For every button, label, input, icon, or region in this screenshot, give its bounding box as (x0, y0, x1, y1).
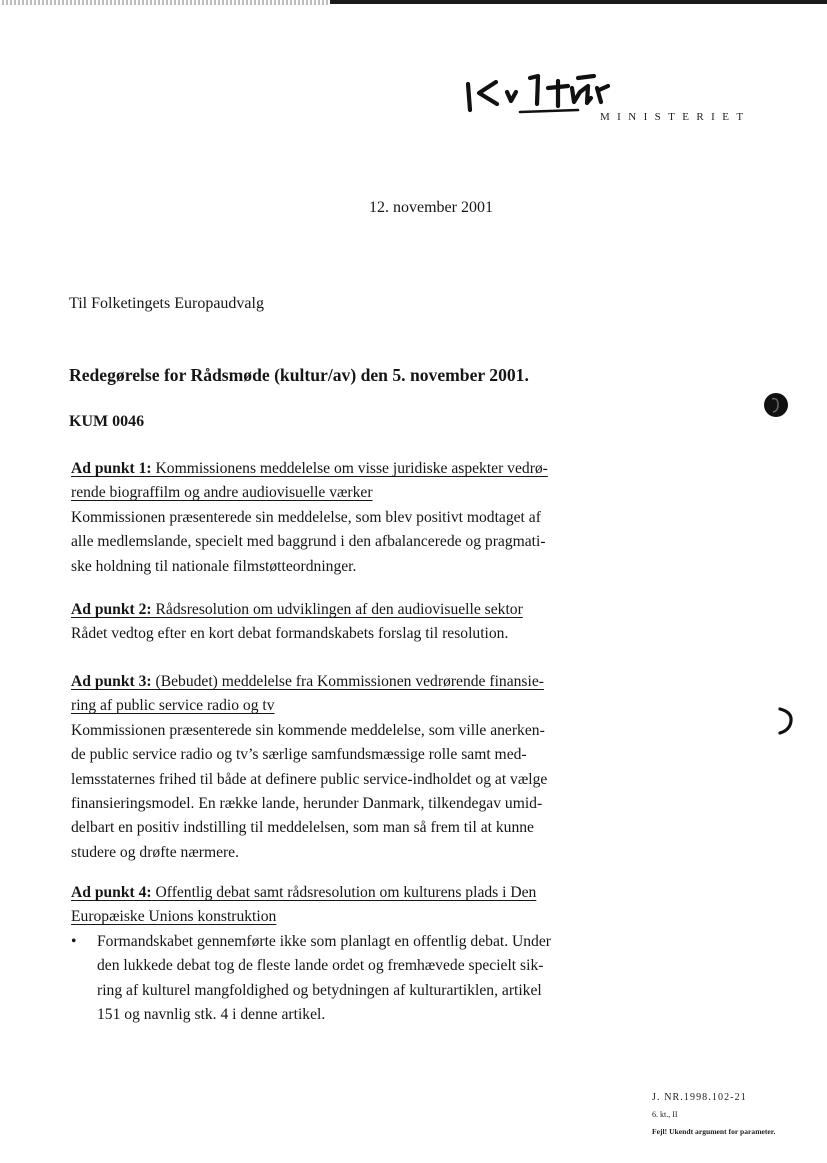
punch-hole-mark (762, 391, 790, 419)
section-point-1 (71, 457, 601, 579)
section-title-line: Rådsresolution om udviklingen af den audiovisuelle sektor (155, 601, 523, 618)
section-body-line: delbart en positiv indstilling til meddelelsen, som man så frem til at kunne (71, 819, 534, 837)
section-body-line: studere og drøfte nærmere. (71, 843, 240, 861)
section-body-line: Rådet vedtog efter en kort debat formandskabets forslag til resolution. (71, 625, 509, 643)
section-body-line: ske holdning til nationale filmstøtteordninger. (71, 557, 357, 575)
section-label: Ad punkt 1: (71, 460, 152, 477)
section-body-line: finansieringsmodel. En række lande, herunder Danmark, tilkendegav umid- (71, 795, 543, 813)
bullet-line: ring af kulturel mangfoldighed og betydningen af kulturartiklen, artikel (97, 981, 542, 999)
bullet-line: 151 og navnlig stk. 4 i denne artikel. (97, 1006, 326, 1024)
section-point-2 (71, 598, 601, 647)
section-title-line: ring af public service radio og tv (71, 697, 275, 715)
section-point-4 (71, 881, 601, 1027)
recipient: Til Folketingets Europaudvalg (69, 295, 264, 312)
journal-number: J. NR.1998.102-21 (652, 1092, 747, 1103)
section-title-line: Europæiske Unions konstruktion (71, 908, 277, 926)
field-error-text: Fejl! Ukendt argument for parameter. (652, 1127, 776, 1136)
section-title (71, 670, 601, 694)
filing-reference (652, 1089, 775, 1140)
case-code: KUM 0046 (69, 413, 145, 430)
top-scan-edge-fade (0, 0, 330, 5)
section-title-line: Offentlig debat samt rådsresolution om kulturens plads i Den (155, 884, 537, 901)
section-title-line: Kommissionens meddelelse om visse juridiske aspekter vedrø- (155, 460, 548, 477)
section-body-line: de public service radio og tv’s særlige samfundsmæssige rolle samt med- (71, 746, 527, 764)
section-body-line: alle medlemslande, specielt med baggrund i den afbalancerede og pragmati- (71, 533, 546, 551)
document-heading: Redegørelse for Rådsmøde (kultur/av) den 5. november 2001. (69, 365, 529, 385)
section-body-line: lemsstaternes frihed til både at definere public service-indholdet og at vælge (71, 770, 548, 788)
bullet-line: • Formandskabet gennemførte ikke som planlagt en offentlig debat. Under (97, 932, 551, 950)
section-title (71, 598, 601, 622)
section-title-line: rende biograffilm og andre audiovisuelle værker (71, 484, 373, 502)
bullet-list (71, 930, 601, 1028)
section-title (71, 881, 601, 905)
office-code: 6. kt., II (652, 1110, 678, 1119)
section-title (71, 457, 601, 481)
section-body-line: Kommissionen præsenterede sin meddelelse, som blev positivt modtaget af (71, 508, 541, 526)
section-title-line: (Bebudet) meddelelse fra Kommissionen vedrørende finansie- (155, 673, 544, 690)
bullet-item (71, 930, 601, 1028)
section-label: Ad punkt 3: (71, 673, 152, 690)
section-label: Ad punkt 2: (71, 601, 152, 618)
logo-subtitle: MINISTERIET (600, 111, 751, 123)
punch-hole-mark (774, 706, 798, 736)
ministry-logo (460, 64, 610, 118)
bullet-line: den lukkede debat tog de fleste lande ordet og fremhævede specielt sik- (97, 957, 544, 975)
section-point-3 (71, 670, 601, 865)
section-body-line: Kommissionen præsenterede sin kommende meddelelse, som ville anerken- (71, 721, 545, 739)
section-label: Ad punkt 4: (71, 884, 152, 901)
letter-date: 12. november 2001 (369, 199, 493, 216)
